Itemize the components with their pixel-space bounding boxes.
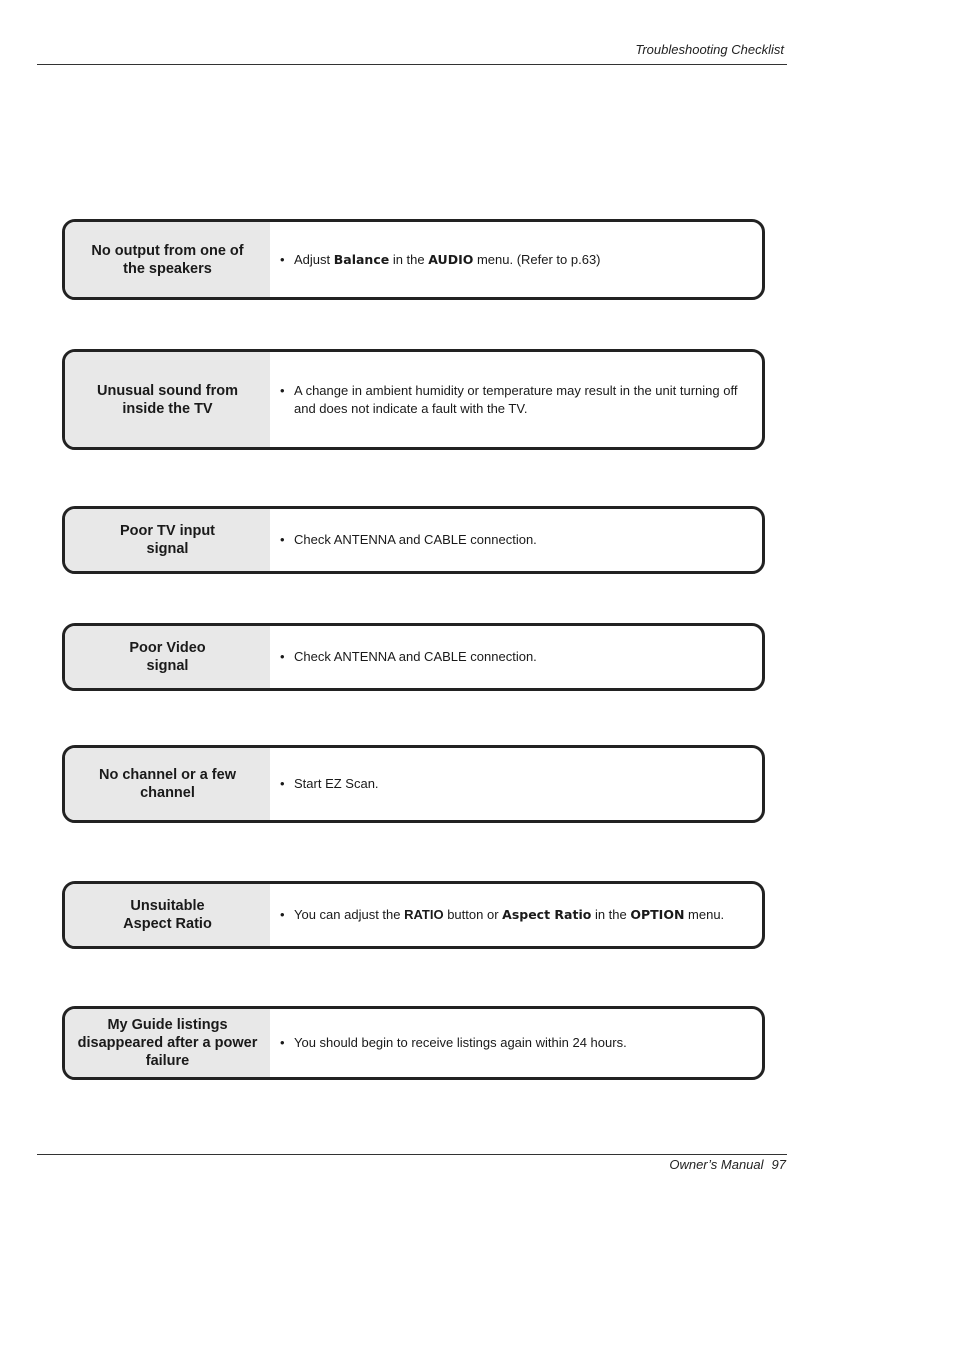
solution-item [280,1034,627,1052]
bullet-mark: • [280,907,285,922]
solution-cell [270,509,762,571]
solution-item [280,382,742,418]
troubleshoot-row [62,1006,765,1080]
solution-text: You should begin to receive listings again within 24 hours. [294,1035,627,1050]
page-number: 97 [771,1157,786,1172]
problem-label: No output from one of the speakers [65,222,270,297]
troubleshoot-row [62,506,765,574]
solution-cell [270,626,762,688]
page-header-title: Troubleshooting Checklist [635,42,784,57]
audio-menu-term: AUDIO [428,251,474,267]
problem-label: Unusual sound from inside the TV [65,352,270,447]
footer-rule [37,1154,787,1155]
solution-cell [270,884,762,946]
solution-item [280,531,537,549]
solution-cell [270,1009,762,1077]
option-menu-term: OPTION [630,907,685,922]
problem-label: No channel or a few channel [65,748,270,820]
ratio-term: RATIO [404,907,444,922]
problem-label: Poor Video signal [65,626,270,688]
solution-item [280,648,537,666]
bullet-mark: • [280,776,285,791]
solution-item [280,251,601,269]
troubleshoot-row [62,219,765,300]
page-footer [669,1157,786,1172]
troubleshoot-row [62,745,765,823]
bullet-mark: • [280,649,285,664]
bullet-mark: • [280,251,285,267]
problem-label: Unsuitable Aspect Ratio [65,884,270,946]
solution-text: Check ANTENNA and CABLE connection. [294,532,537,547]
footer-label: Owner’s Manual [669,1157,764,1172]
solution-text: Adjust Balance in the AUDIO menu. (Refer to p.63) [294,251,601,267]
solution-cell [270,352,762,447]
problem-label: Poor TV input signal [65,509,270,571]
solution-text: You can adjust the RATIO button or Aspect Ratio in the OPTION menu. [294,907,725,922]
troubleshoot-row [62,881,765,949]
solution-item [280,906,724,924]
troubleshoot-row [62,623,765,691]
solution-item [280,775,379,793]
bullet-mark: • [280,532,285,547]
bullet-mark: • [280,382,285,398]
solution-cell [270,222,762,297]
bullet-mark: • [280,1035,285,1050]
aspect-ratio-term: Aspect Ratio [502,907,592,922]
balance-term: Balance [333,251,390,267]
troubleshoot-row [62,349,765,450]
problem-label: My Guide listings disappeared after a power failure [65,1009,270,1077]
solution-text: Check ANTENNA and CABLE connection. [294,649,537,664]
solution-cell [270,748,762,820]
solution-text: Start EZ Scan. [294,776,379,791]
solution-text: A change in ambient humidity or temperature may result in the unit turning off and does not indicate a fault with the TV. [294,382,738,416]
header-rule [37,64,787,65]
